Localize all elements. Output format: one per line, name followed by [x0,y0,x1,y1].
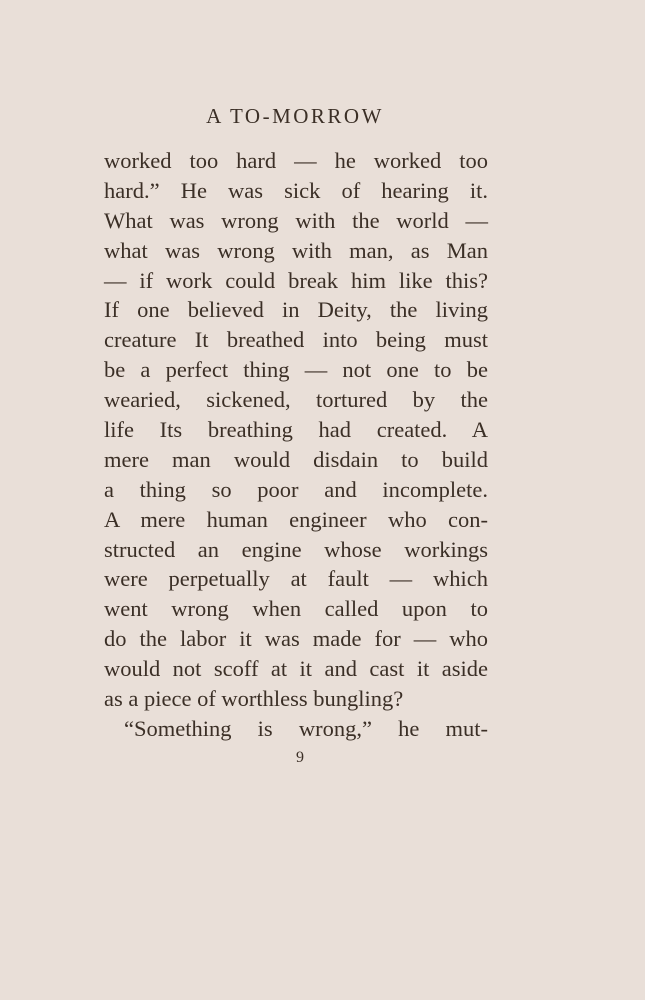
text-line: worked too hard — he worked too [104,148,488,173]
text-line: What was wrong with the world — [104,207,488,233]
page-number: 9 [296,749,304,766]
text-line: creature It breathed into being must [104,327,488,353]
text-line: structed an engine whose workings [104,536,488,562]
text-line: wearied, sickened, tortured by the [104,387,488,413]
text-line: as a piece of worthless bungling? [104,686,404,712]
text-line: what was wrong with man, as Man [104,237,488,263]
text-line: went wrong when called upon to [104,596,488,622]
text-line: If one believed in Deity, the living [104,297,488,323]
text-line: be a perfect thing — not one to be [104,357,488,383]
text-line: would not scoff at it and cast it aside [104,656,488,682]
text-line: life Its breathing had created. A [104,417,488,443]
text-line: were perpetually at fault — which [104,566,488,592]
text-line: “Something is wrong,” he mut- [124,715,488,741]
text-line: A mere human engineer who con- [104,506,488,532]
running-head: A TO-MORROW [206,104,384,128]
text-line: — if work could break him like this? [104,267,488,293]
text-line: hard.” He was sick of hearing it. [104,177,488,203]
text-line: a thing so poor and incomplete. [104,476,488,502]
text-line: mere man would disdain to build [104,446,488,472]
body-text [104,146,488,744]
text-line: do the labor it was made for — who [104,626,488,652]
